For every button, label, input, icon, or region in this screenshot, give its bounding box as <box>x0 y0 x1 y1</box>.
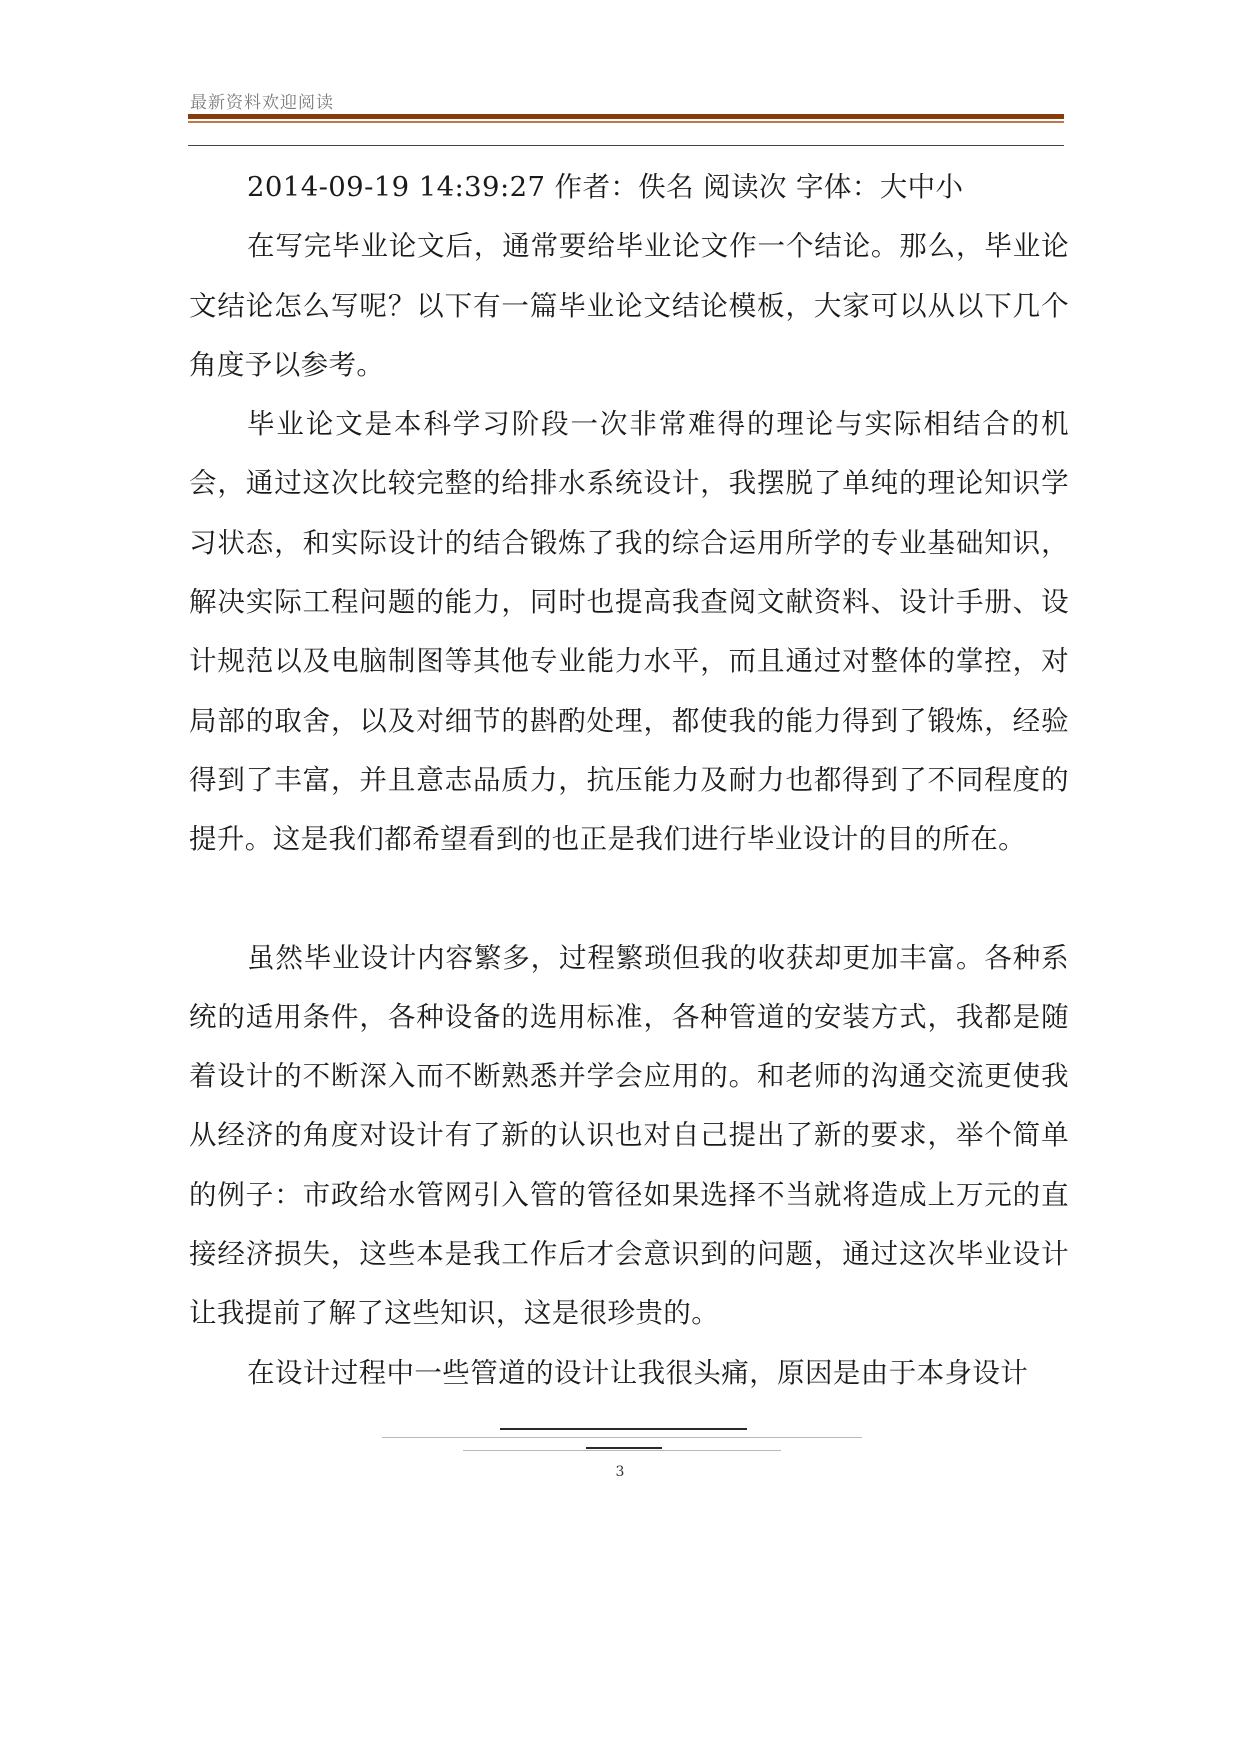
paragraph-intro: 在写完毕业论文后，通常要给毕业论文作一个结论。那么，毕业论文结论怎么写呢？以下有一篇毕业论文结论模板，大家可以从以下几个角度予以参考。 <box>189 230 1069 381</box>
footer-rule-dark-mid <box>586 1447 662 1449</box>
header-rule-thin <box>188 145 1064 146</box>
footer-rule-dark-top <box>500 1428 747 1430</box>
footer-rule-outer <box>382 1437 862 1438</box>
document-body <box>189 158 1069 1403</box>
article-meta-line: 2014-09-19 14:39:27 作者：佚名 阅读次 字体：大中小 <box>247 171 964 203</box>
header-rule-accent <box>188 121 1064 123</box>
header-rule-thick <box>188 114 1064 119</box>
paragraph-4: 在设计过程中一些管道的设计让我很头痛，原因是由于本身设计 <box>247 1356 1029 1389</box>
footer-rule-inner <box>463 1450 781 1451</box>
paragraph-3: 虽然毕业设计内容繁多，过程繁琐但我的收获却更加丰富。各种系统的适用条件，各种设备的选用标准，各种管道的安装方式，我都是随着设计的不断深入而不断熟悉并学会应用的。和老师的沟通交流更使我从经济的角度对设计有了新的认识也对自己提出了新的要求，举个简单的例子：市政给水管网引入管的管径如果选择不当就将造成上万元的直接经济损失，这些本是我工作后才会意识到的问题，通过这次毕业设计让我提前了解了这些知识，这是很珍贵的。 <box>189 941 1069 1330</box>
paragraph-spacer <box>189 870 1069 929</box>
page-number: 3 <box>615 1464 625 1480</box>
paragraph-2: 毕业论文是本科学习阶段一次非常难得的理论与实际相结合的机会，通过这次比较完整的给排水系统设计，我摆脱了单纯的理论知识学习状态，和实际设计的结合锻炼了我的综合运用所学的专业基础知识，解决实际工程问题的能力，同时也提高我查阅文献资料、设计手册、设计规范以及电脑制图等其他专业能力水平，而且通过对整体的掌控，对局部的取舍，以及对细节的斟酌处理，都使我的能力得到了锻炼，经验得到了丰富，并且意志品质力，抗压能力及耐力也都得到了不同程度的提升。这是我们都希望看到的也正是我们进行毕业设计的目的所在。 <box>189 408 1069 856</box>
running-header: 最新资料欢迎阅读 <box>190 93 334 113</box>
